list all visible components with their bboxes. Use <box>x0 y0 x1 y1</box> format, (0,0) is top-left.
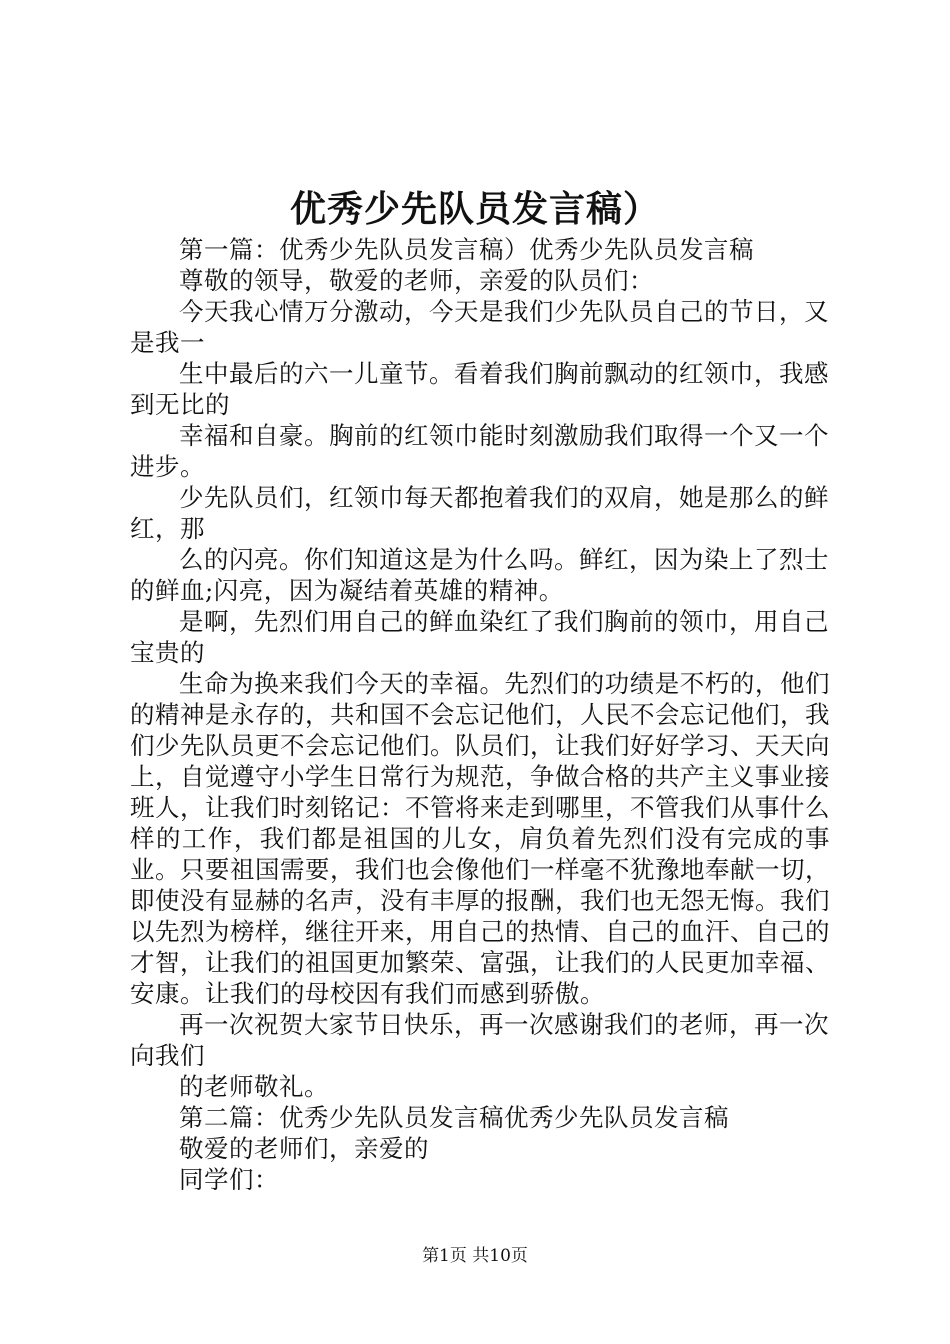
paragraph: 敬爱的老师们，亲爱的 <box>179 1134 429 1163</box>
paragraph: 少先队员们，红领巾每天都抱着我们的双肩，她是那么的鲜红，那 <box>130 483 829 543</box>
paragraph: 同学们： <box>179 1165 279 1194</box>
paragraph: 生中最后的六一儿童节。看着我们胸前飘动的红领巾，我感到无比的 <box>130 359 829 419</box>
paragraph: 生命为换来我们今天的幸福。先烈们的功绩是不朽的，他们的精神是永存的，共和国不会忘记他们，人民不会忘记他们，我们少先队员更不会忘记他们。队员们，让我们好好学习、天天向上，自觉遵守小学生日常行为规范，争做合格的共产主义事业接班人，让我们时刻铭记：不管将来走到哪里，不管我们从事什么样的工作，我们都是祖国的儿女，肩负着先烈们没有完成的事业。只要祖国需要，我们也会像他们一样毫不犹豫地奉献一切，即使没有显赫的名声，没有丰厚的报酬，我们也无怨无悔。我们以先烈为榜样，继往开来，用自己的热情、自己的血汗、自己的才智，让我们的祖国更加繁荣、富强，让我们的人民更加幸福、安康。让我们的母校因有我们而感到骄傲。 <box>130 669 830 1008</box>
paragraph: 么的闪亮。你们知道这是为什么吗。鲜红，因为染上了烈士的鲜血;闪亮，因为凝结着英雄的精神。 <box>130 545 829 605</box>
paragraph: 再一次祝贺大家节日快乐，再一次感谢我们的老师，再一次向我们 <box>130 1010 829 1070</box>
paragraph: 第一篇：优秀少先队员发言稿）优秀少先队员发言稿 <box>179 235 754 264</box>
page-footer: 第1页 共10页 <box>422 1246 528 1266</box>
paragraph: 今天我心情万分激动，今天是我们少先队员自己的节日，又是我一 <box>130 297 829 357</box>
paragraph: 是啊，先烈们用自己的鲜血染红了我们胸前的领巾，用自己宝贵的 <box>130 607 829 667</box>
document-title: 优秀少先队员发言稿） <box>289 188 660 230</box>
document-body <box>130 234 830 1195</box>
paragraph: 尊敬的领导，敬爱的老师，亲爱的队员们： <box>179 266 654 295</box>
paragraph: 第二篇：优秀少先队员发言稿优秀少先队员发言稿 <box>179 1103 729 1132</box>
paragraph: 幸福和自豪。胸前的红领巾能时刻激励我们取得一个又一个进步。 <box>130 421 829 481</box>
paragraph: 的老师敬礼。 <box>179 1072 329 1101</box>
